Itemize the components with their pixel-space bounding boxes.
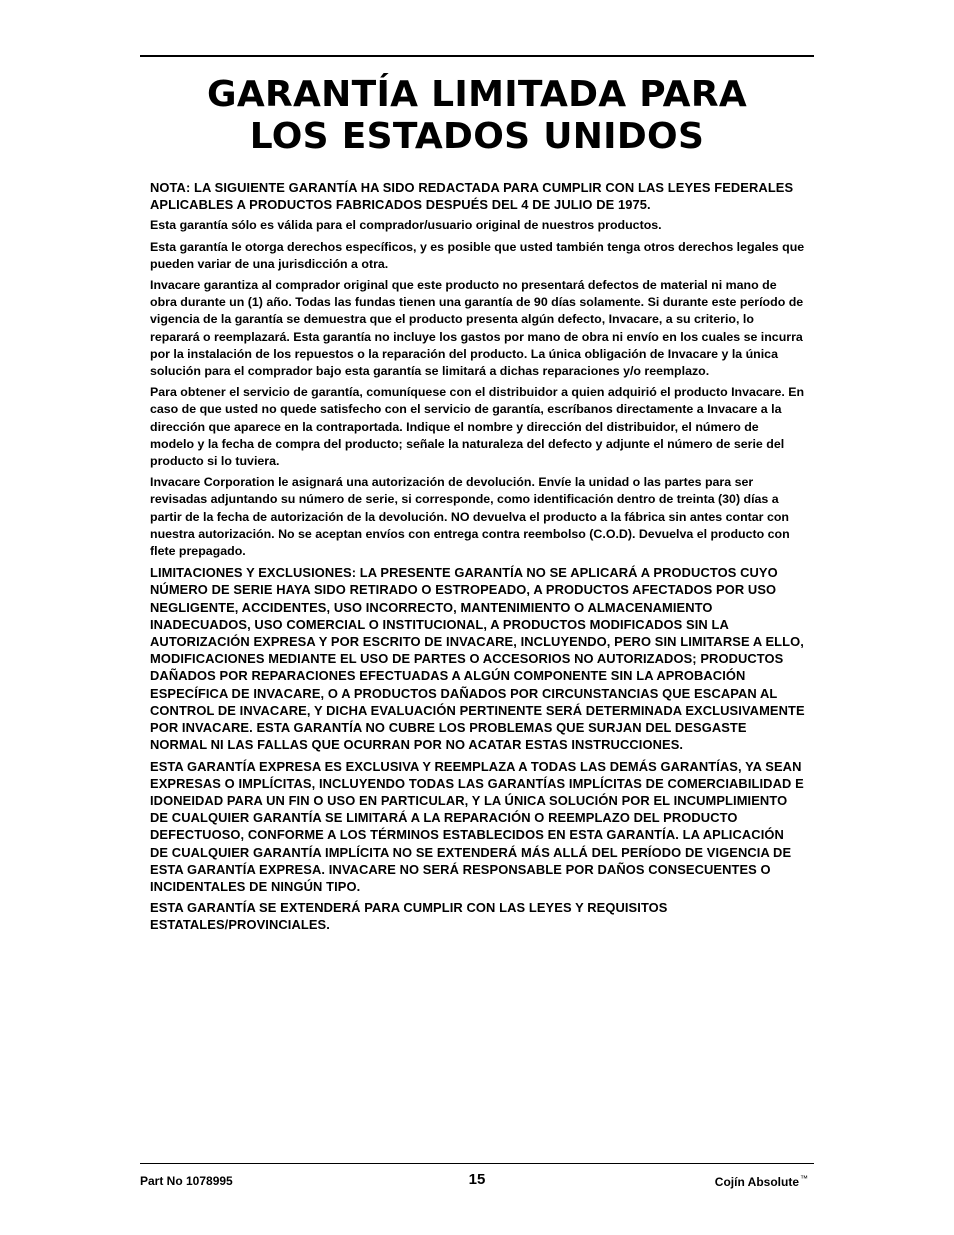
trademark-symbol: ™ — [800, 1174, 808, 1183]
top-rule — [140, 55, 814, 57]
limitations-paragraph: LIMITACIONES Y EXCLUSIONES: LA PRESENTE GARANTÍA NO SE APLICARÁ A PRODUCTOS CUYO NÚMERO DE SERIE HAYA SIDO RETIRADO O ESTROPEADO, A PRODUCTOS AFECTADOS POR USO NEGLIGENTE, ACCIDENTES, USO INCORRECTO, MANTENIMIENTO O ALMACENAMIENTO INADECUADOS, USO COMERCIAL O INSTITUCIONAL, A PRODUCTOS MODIFICADOS SIN LA AUTORIZACIÓN EXPRESA Y POR ESCRITO DE INVACARE, INCLUYENDO, PERO SIN LIMITARSE A ELLO, MODIFICACIONES MEDIANTE EL USO DE PARTES O ACCESORIOS NO AUTORIZADOS; PRODUCTOS DAÑADOS POR REPARACIONES EFECTUADAS A ALGÚN COMPONENTE SIN LA APROBACIÓN ESPECÍFICA DE INVACARE, O A PRODUCTOS DAÑADOS POR CIRCUNSTANCIAS QUE ESCAPAN AL CONTROL DE INVACARE, Y DICHA EVALUACIÓN PERTINENTE SERÁ DETERMINADA EXCLUSIVAMENTE POR INVACARE. ESTA GARANTÍA NO CUBRE LOS PROBLEMAS QUE SURJAN DEL DESGASTE NORMAL NI LAS FALLAS QUE OCURRAN POR NO ACATAR ESTAS INSTRUCCIONES. — [150, 565, 805, 753]
exclusive-warranty-paragraph: ESTA GARANTÍA EXPRESA ES EXCLUSIVA Y REEMPLAZA A TODAS LAS DEMÁS GARANTÍAS, YA SEAN EXPRESAS O IMPLÍCITAS, INCLUYENDO TODAS LAS GARANTÍAS IMPLÍCITAS DE COMERCIABILIDAD E IDONEIDAD PARA UN FIN O USO EN PARTICULAR, Y LA ÚNICA SOLUCIÓN POR EL INCUMPLIMIENTO DE CUALQUIER GARANTÍA SE LIMITARÁ A LA REPARACIÓN O REEMPLAZO DEL PRODUCTO DEFECTUOSO, CONFORME A LOS TÉRMINOS ESTABLECIDOS EN ESTA GARANTÍA. LA APLICACIÓN DE CUALQUIER GARANTÍA IMPLÍCITA NO SE EXTENDERÁ MÁS ALLÁ DEL PERÍODO DE VIGENCIA DE ESTA GARANTÍA EXPRESA. INVACARE NO SERÁ RESPONSABLE POR DAÑOS CONSECUENTES O INCIDENTALES DE NINGÚN TIPO. — [150, 758, 804, 894]
validity-paragraph: Esta garantía sólo es válida para el comprador/usuario original de nuestros productos. — [150, 218, 662, 233]
return-authorization-paragraph: Invacare Corporation le asignará una autorización de devolución. Envíe la unidad o las partes para ser revisadas adjuntando su número de serie, si corresponde, como identificación dentro de treinta (30) días a partir de la fecha de autorización de la devolución. NO devuelva el producto a la fábrica sin antes contar con nuestra autorización. No se aceptan envíos con entrega contra reembolso (C.O.D). Devuelva el producto con flete prepagado. — [150, 475, 790, 559]
page-footer — [140, 1169, 814, 1191]
page-title-line-1: GARANTÍA LIMITADA PARA — [206, 74, 748, 115]
footer-rule — [140, 1163, 814, 1164]
product-name: Cojín Absolute — [714, 1175, 799, 1189]
service-paragraph: Para obtener el servicio de garantía, comuníquese con el distribuidor a quien adquirió el producto Invacare. En caso de que usted no quede satisfecho con el servicio de garantía, escríbanos directamente a Invacare a la dirección que aparece en la contraportada. Indique el nombre y dirección del distribuidor, el número de modelo y la fecha de compra del producto; señale la naturaleza del defecto y adjunte el número de serie del producto si lo tuviera. — [150, 385, 805, 469]
state-law-paragraph: ESTA GARANTÍA SE EXTENDERÁ PARA CUMPLIR CON LAS LEYES Y REQUISITOS ESTATALES/PROVINCIALES. — [150, 900, 668, 933]
part-number: Part No 1078995 — [140, 1174, 233, 1188]
page-title-line-2: LOS ESTADOS UNIDOS — [249, 116, 705, 157]
page-title — [140, 74, 814, 158]
page-number: 15 — [468, 1171, 486, 1188]
note-paragraph: NOTA: LA SIGUIENTE GARANTÍA HA SIDO REDACTADA PARA CUMPLIR CON LAS LEYES FEDERALES APLICABLES A PRODUCTOS FABRICADOS DESPUÉS DEL 4 DE JULIO DE 1975. — [150, 180, 794, 213]
product-name-wrapper — [715, 1174, 808, 1189]
rights-paragraph: Esta garantía le otorga derechos específicos, y es posible que usted también tenga otros derechos legales que pueden variar de una jurisdicción a otra. — [150, 239, 805, 271]
coverage-paragraph: Invacare garantiza al comprador original que este producto no presentará defectos de material ni mano de obra durante un (1) año. Todas las fundas tienen una garantía de 90 días solamente. Si durante este período de vigencia de la garantía se demuestra que el producto presenta algún defecto, Invacare, a su criterio, lo reparará o reemplazará. Esta garantía no incluye los gastos por mano de obra ni envío en los cuales se incurra por la instalación de los repuestos o la reparación del producto. La única obligación de Invacare y la única solución para el comprador bajo esta garantía se limitará a dichas reparaciones y/o reemplazo. — [150, 278, 804, 379]
warranty-body — [150, 179, 805, 938]
